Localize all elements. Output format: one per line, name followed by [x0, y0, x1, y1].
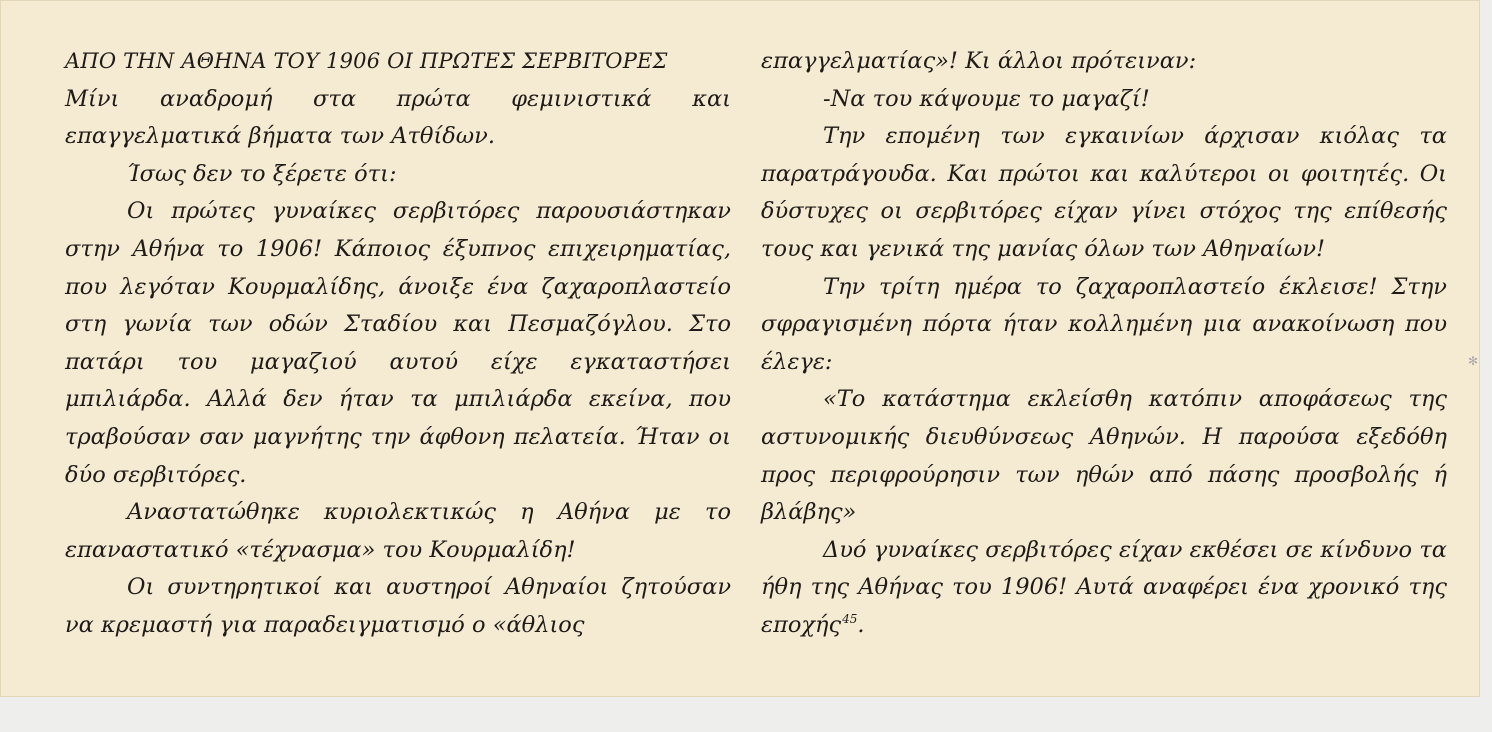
- quoted-notice: «Το κατάστημα εκλείσθη κατόπιν αποφάσεως της αστυνομικής διευθύνσεως Αθηνών. Η παρούσα εξεδόθη προς περιφρούρησιν των ηθών από πάσης προσβολής ή βλάβης»: [761, 386, 1447, 526]
- last-paragraph-end: .: [857, 611, 865, 638]
- article-subtitle: Μίνι αναδρομή στα πρώτα φεμινιστικά και επαγγελματικά βήματα των Ατθίδων.: [65, 85, 731, 150]
- continued-paragraph: επαγγελματίας»! Κι άλλοι πρότειναν:: [761, 48, 1197, 74]
- paragraph: -Να του κάψουμε το μαγαζί!: [823, 85, 1150, 112]
- footnote-marker: 45: [842, 612, 858, 627]
- right-column: [761, 43, 1447, 645]
- paragraph: Αναστατώθηκε κυριολεκτικώς η Αθήνα με το επαναστατικό «τέχνασμα» του Κουρμαλίδη!: [65, 499, 731, 563]
- paragraph: Την τρίτη ημέρα το ζαχαροπλαστείο έκλεισε! Στην σφραγισμένη πόρτα ήταν κολλημένη μια ανακοίνωση που έλεγε:: [761, 273, 1447, 375]
- left-column: [65, 43, 731, 645]
- paragraph: Οι πρώτες γυναίκες σερβιτόρες παρουσιάστηκαν στην Αθήνα το 1906! Κάποιος έξυπνος επιχειρηματίας, που λεγόταν Κουρμαλίδης, άνοιξε ένα ζαχαροπλαστείο στη γωνία των οδών Σταδίου και Πεσμαζόγλου. Στο πατάρι του μαγαζιού αυτού είχε εγκαταστήσει μπιλιάρδα. Αλλά δεν ήταν τα μπιλιάρδα εκείνα, που τραβούσαν σαν μαγνήτης την άφθονη πελατεία. Ήταν οι δύο σερβιτόρες.: [65, 198, 731, 488]
- last-paragraph: [761, 532, 1447, 645]
- paper-speck-icon: ✻: [1468, 354, 1479, 368]
- last-paragraph-text: Δυό γυναίκες σερβιτόρες είχαν εκθέσει σε κίνδυνο τα ήθη της Αθήνας του 1906! Αυτά αναφέρει ένα χρονικό της εποχής: [761, 536, 1447, 638]
- article-title: ΑΠΟ ΤΗΝ ΑΘΗΝΑ ΤΟΥ 1906 ΟΙ ΠΡΩΤΕΣ ΣΕΡΒΙΤΟΡΕΣ: [65, 49, 668, 73]
- paragraph: Την επομένη των εγκαινίων άρχισαν κιόλας τα παρατράγουδα. Και πρώτοι και καλύτεροι οι φοιτητές. Οι δύστυχες οι σερβιτόρες είχαν γίνει στόχος της επίθεσής τους και γενικά της μανίας όλων των Αθηναίων!: [761, 123, 1447, 262]
- paragraph: Οι συντηρητικοί και αυστηροί Αθηναίοι ζητούσαν να κρεμαστή για παραδειγματισμό ο «άθλιος: [65, 574, 731, 638]
- paragraph: Ίσως δεν το ξέρετε ότι:: [127, 160, 397, 187]
